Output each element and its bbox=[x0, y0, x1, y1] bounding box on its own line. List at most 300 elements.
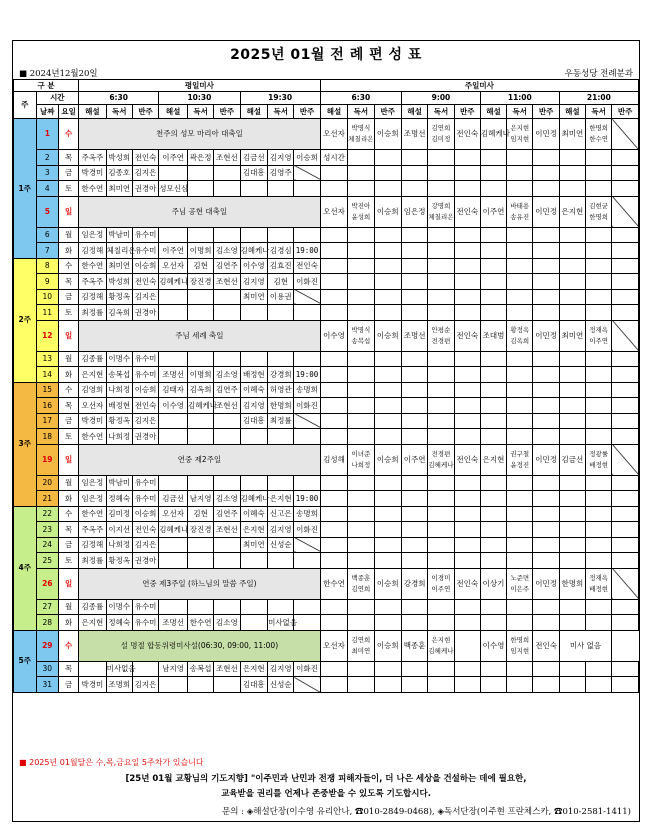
empty-slot bbox=[402, 475, 428, 491]
weekday: 일 bbox=[59, 444, 79, 475]
weekday: 화 bbox=[59, 367, 79, 383]
schedule-row bbox=[14, 506, 639, 522]
empty-slot bbox=[374, 615, 402, 631]
empty-slot bbox=[612, 398, 639, 414]
weekday-role: 송복섭 bbox=[106, 367, 132, 383]
weekday-role: 김지영 bbox=[240, 398, 268, 414]
week-label: 2주 bbox=[14, 258, 37, 382]
weekday-role: 김옥희 bbox=[187, 382, 213, 398]
weekday-role: 김지영 bbox=[268, 522, 294, 538]
weekday-role bbox=[240, 227, 268, 243]
day-number: 4 bbox=[36, 181, 59, 197]
sunday-role: 이민정 bbox=[533, 196, 559, 227]
weekday-role: 강경희 bbox=[268, 367, 294, 383]
day-number: 19 bbox=[36, 444, 59, 475]
empty-slot bbox=[586, 599, 612, 615]
empty-slot bbox=[612, 491, 639, 507]
weekday-role: 송명희 bbox=[294, 382, 320, 398]
empty-slot bbox=[480, 274, 506, 290]
weekday: 목 bbox=[59, 150, 79, 166]
empty-slot bbox=[507, 305, 533, 321]
weekday-role bbox=[187, 305, 213, 321]
header-role: 독서 bbox=[187, 105, 213, 119]
empty-slot bbox=[454, 274, 480, 290]
weekday-role: 임은정 bbox=[79, 227, 107, 243]
weekday-role: 19:00 bbox=[294, 367, 320, 383]
empty-slot bbox=[348, 150, 374, 166]
weekday: 수 bbox=[59, 119, 79, 150]
sunday-role: 이승희 bbox=[374, 320, 402, 351]
empty-slot bbox=[454, 537, 480, 553]
sunday-role-name: 송유진 bbox=[510, 212, 530, 221]
empty-slot bbox=[533, 553, 559, 569]
empty-slot bbox=[428, 677, 454, 693]
sunday-role-name: 송복섭 bbox=[351, 336, 371, 345]
schedule-row bbox=[14, 444, 639, 475]
weekday-role: 박성희 bbox=[106, 274, 132, 290]
empty-slot bbox=[586, 491, 612, 507]
sunday-role: 이승희 bbox=[374, 119, 402, 150]
prayer-line-1: [25년 01월 교황님의 기도지향] "이주민과 난민과 전쟁 피해자들이, 더 나은 세상을 건설하는 데에 필요한, bbox=[125, 774, 527, 784]
header-role: 반주 bbox=[533, 105, 559, 119]
sunday-role-pair bbox=[428, 568, 454, 599]
weekday: 일 bbox=[59, 196, 79, 227]
empty-slot bbox=[612, 382, 639, 398]
header-role: 해설 bbox=[159, 105, 188, 119]
weekday-role bbox=[159, 413, 188, 429]
sunday-role bbox=[454, 630, 480, 661]
sunday-role-name: 박명식 bbox=[351, 124, 371, 132]
weekday-role: 은지현 bbox=[240, 661, 268, 677]
empty-slot bbox=[428, 382, 454, 398]
weekday-role bbox=[294, 227, 320, 243]
weekday-role: 이지선 bbox=[106, 522, 132, 538]
empty-slot bbox=[320, 537, 348, 553]
time-sunday-2: 11:00 bbox=[480, 92, 559, 105]
sunday-role-name: 정재옥 bbox=[589, 573, 609, 582]
empty-slot bbox=[612, 243, 639, 259]
sunday-role: 한명희 bbox=[559, 568, 585, 599]
weekday-role: 김혜케나 bbox=[240, 243, 268, 259]
sunday-role: 김혜케나 bbox=[480, 119, 506, 150]
sunday-role-name: 김혜케나 bbox=[428, 460, 454, 469]
weekday-role: 유수미 bbox=[132, 615, 158, 631]
empty-slot bbox=[402, 181, 428, 197]
empty-slot bbox=[507, 429, 533, 445]
sunday-role-name: 이은주 bbox=[510, 584, 530, 593]
sunday-role: 조대범 bbox=[480, 320, 506, 351]
empty-slot bbox=[454, 181, 480, 197]
empty-slot bbox=[374, 553, 402, 569]
prayer-line-2: 교육받을 권리를 언제나 존중받을 수 있도록 기도합시다. bbox=[221, 789, 431, 799]
sunday-role-name: 나희정 bbox=[351, 460, 371, 469]
empty-slot bbox=[586, 367, 612, 383]
day-number: 27 bbox=[36, 599, 59, 615]
schedule-row bbox=[14, 630, 639, 661]
empty-slot bbox=[428, 553, 454, 569]
sunday-role-name: 바태용 bbox=[510, 201, 530, 210]
empty-slot bbox=[612, 305, 639, 321]
empty-slot bbox=[320, 398, 348, 414]
empty-slot bbox=[402, 661, 428, 677]
weekday-role bbox=[268, 227, 294, 243]
weekday-role: 전인숙 bbox=[132, 522, 158, 538]
weekday-role: 김태자 bbox=[159, 382, 188, 398]
weekday-role: 이화진 bbox=[294, 274, 320, 290]
weekday-role bbox=[159, 227, 188, 243]
feast-name: 주님 공현 대축일 bbox=[79, 196, 321, 227]
empty-slot bbox=[348, 227, 374, 243]
weekday-role: 이명수 bbox=[106, 599, 132, 615]
empty-slot bbox=[374, 367, 402, 383]
weekday-role bbox=[159, 537, 188, 553]
weekday-role: 이명희 bbox=[187, 243, 213, 259]
weekday-role bbox=[294, 677, 320, 693]
weekday-role: 은지현 bbox=[79, 615, 107, 631]
empty-slot bbox=[348, 599, 374, 615]
weekday-role: 은지현 bbox=[79, 367, 107, 383]
weekday-role: 이화진 bbox=[294, 398, 320, 414]
empty-slot bbox=[533, 537, 559, 553]
sunday-role-name: 김연희 bbox=[351, 584, 371, 593]
empty-slot bbox=[612, 227, 639, 243]
weekday-role: 이혜숙 bbox=[240, 506, 268, 522]
weekday-role: 김혜케나 bbox=[159, 522, 188, 538]
weekday-role: 김현 bbox=[187, 506, 213, 522]
weekday-role: 한수연 bbox=[79, 181, 107, 197]
weekday: 목 bbox=[59, 661, 79, 677]
sunday-role-name: 윤성희 bbox=[351, 212, 371, 221]
weekday-role: 김소영 bbox=[214, 243, 240, 259]
weekday-role: 이주연 bbox=[159, 243, 188, 259]
empty-slot bbox=[374, 227, 402, 243]
empty-slot bbox=[612, 522, 639, 538]
empty-slot bbox=[533, 615, 559, 631]
empty-slot bbox=[507, 351, 533, 367]
empty-slot bbox=[559, 429, 585, 445]
weekday-role: 이주연 bbox=[159, 150, 188, 166]
header-role: 반주 bbox=[612, 105, 639, 119]
weekday-role: 김연주 bbox=[214, 382, 240, 398]
empty-slot bbox=[374, 382, 402, 398]
sunday-role-name: 정재옥 bbox=[589, 325, 609, 334]
weekday-role: 신성순 bbox=[268, 537, 294, 553]
weekday-role: 이수영 bbox=[240, 258, 268, 274]
weekday-role: 유수미 bbox=[132, 367, 158, 383]
empty-slot bbox=[507, 413, 533, 429]
empty-slot bbox=[320, 382, 348, 398]
sunday-role: 조명선 bbox=[402, 119, 428, 150]
weekday: 금 bbox=[59, 165, 79, 181]
empty-slot bbox=[348, 305, 374, 321]
empty-slot bbox=[348, 382, 374, 398]
time-weekday-2: 19:30 bbox=[240, 92, 320, 105]
empty-slot bbox=[507, 491, 533, 507]
weekday-role: 나희정 bbox=[106, 537, 132, 553]
weekday: 토 bbox=[59, 181, 79, 197]
empty-slot bbox=[428, 367, 454, 383]
empty-slot bbox=[454, 677, 480, 693]
weekday-role bbox=[187, 553, 213, 569]
empty-slot bbox=[612, 181, 639, 197]
week-label: 4주 bbox=[14, 506, 37, 630]
empty-slot bbox=[586, 227, 612, 243]
empty-slot bbox=[402, 351, 428, 367]
empty-slot bbox=[480, 677, 506, 693]
sunday-role-pair bbox=[348, 196, 374, 227]
sunday-role-name: 배정현 bbox=[589, 460, 609, 469]
weekday-role: 김대흥 bbox=[240, 413, 268, 429]
sunday-role: 성시간 bbox=[320, 150, 348, 166]
empty-slot bbox=[533, 274, 559, 290]
day-number: 3 bbox=[36, 165, 59, 181]
weekday-role bbox=[214, 351, 240, 367]
empty-slot bbox=[559, 413, 585, 429]
weekday-role bbox=[294, 413, 320, 429]
empty-slot bbox=[480, 181, 506, 197]
weekday-role: 유수미 bbox=[132, 243, 158, 259]
sunday-role-name: 은지현 bbox=[431, 635, 451, 644]
weekday-role: 주옥주 bbox=[79, 274, 107, 290]
empty-slot bbox=[480, 382, 506, 398]
empty-slot bbox=[480, 506, 506, 522]
sunday-role-name: 김연희 bbox=[351, 635, 371, 644]
empty-slot bbox=[480, 553, 506, 569]
weekday-role: 최미연 bbox=[240, 537, 268, 553]
weekday: 일 bbox=[59, 568, 79, 599]
sunday-role: 전인숙 bbox=[454, 119, 480, 150]
schedule-row bbox=[14, 274, 639, 290]
weekday-role: 김연주 bbox=[214, 258, 240, 274]
weekday-role: 김혜케나 bbox=[159, 274, 188, 290]
weekday-role: 김정해 bbox=[79, 289, 107, 305]
weekday: 금 bbox=[59, 537, 79, 553]
weekday-role: 권경아 bbox=[132, 429, 158, 445]
week-label: 5주 bbox=[14, 630, 37, 692]
weekday-role: 최미연 bbox=[106, 181, 132, 197]
header-sunday: 주일미사 bbox=[320, 80, 638, 92]
empty-slot bbox=[480, 367, 506, 383]
empty-slot bbox=[348, 506, 374, 522]
empty-slot bbox=[402, 367, 428, 383]
weekday-role bbox=[214, 537, 240, 553]
empty-slot bbox=[454, 413, 480, 429]
weekday-role: 황정옥 bbox=[106, 553, 132, 569]
empty-slot bbox=[533, 181, 559, 197]
empty-slot bbox=[586, 661, 612, 677]
empty-slot bbox=[428, 181, 454, 197]
empty-slot bbox=[559, 599, 585, 615]
empty-slot bbox=[612, 677, 639, 693]
day-number: 28 bbox=[36, 615, 59, 631]
empty-slot bbox=[612, 320, 639, 351]
weekday-role: 곽은정 bbox=[187, 150, 213, 166]
empty-slot bbox=[454, 382, 480, 398]
weekday-role bbox=[294, 553, 320, 569]
empty-slot bbox=[320, 305, 348, 321]
sunday-role: 오선자 bbox=[320, 196, 348, 227]
weekday-role bbox=[268, 599, 294, 615]
day-number: 11 bbox=[36, 305, 59, 321]
weekday: 월 bbox=[59, 599, 79, 615]
empty-slot bbox=[507, 289, 533, 305]
header-role: 해설 bbox=[79, 105, 107, 119]
schedule-row bbox=[14, 537, 639, 553]
weekday-role bbox=[214, 475, 240, 491]
empty-slot bbox=[402, 506, 428, 522]
weekday-role: 조현선 bbox=[214, 398, 240, 414]
empty-slot bbox=[480, 227, 506, 243]
weekday-role: 김경심 bbox=[268, 243, 294, 259]
schedule-row bbox=[14, 119, 639, 150]
empty-slot bbox=[374, 491, 402, 507]
weekday-role: 최정률 bbox=[268, 413, 294, 429]
sunday-role-name: 임지현 bbox=[510, 646, 530, 655]
weekday-role: 19:00 bbox=[294, 491, 320, 507]
weekday-role bbox=[214, 289, 240, 305]
weekday-role bbox=[187, 677, 213, 693]
day-number: 23 bbox=[36, 522, 59, 538]
empty-slot bbox=[612, 274, 639, 290]
sunday-role-name: 이주연 bbox=[589, 336, 609, 345]
empty-slot bbox=[402, 243, 428, 259]
empty-slot bbox=[454, 258, 480, 274]
weekday-role: 이승희 bbox=[132, 258, 158, 274]
day-number: 21 bbox=[36, 491, 59, 507]
empty-slot bbox=[533, 522, 559, 538]
empty-slot bbox=[320, 553, 348, 569]
weekday-role: 오선자 bbox=[79, 398, 107, 414]
weekday: 토 bbox=[59, 553, 79, 569]
empty-slot bbox=[533, 429, 559, 445]
empty-slot bbox=[586, 553, 612, 569]
weekday-role bbox=[214, 305, 240, 321]
sunday-role: 전인숙 bbox=[454, 196, 480, 227]
header-role: 반주 bbox=[214, 105, 240, 119]
empty-slot bbox=[559, 677, 585, 693]
weekday-role bbox=[214, 429, 240, 445]
weekday-role: 임은정 bbox=[79, 475, 107, 491]
day-number: 10 bbox=[36, 289, 59, 305]
weekday-role: 주옥주 bbox=[79, 150, 107, 166]
empty-slot bbox=[374, 305, 402, 321]
schedule-row bbox=[14, 367, 639, 383]
weekday-role bbox=[187, 475, 213, 491]
feast-name: 연중 제2주일 bbox=[79, 444, 321, 475]
sunday-role-name: 윤정진 bbox=[510, 460, 530, 469]
empty-slot bbox=[402, 227, 428, 243]
sunday-role-name: 김혜케나 bbox=[428, 646, 454, 655]
weekday-role: 나희정 bbox=[106, 382, 132, 398]
empty-slot bbox=[612, 258, 639, 274]
weekday-role: 김혜케나 bbox=[240, 491, 268, 507]
empty-slot bbox=[348, 615, 374, 631]
empty-slot bbox=[586, 615, 612, 631]
empty-slot bbox=[480, 150, 506, 166]
empty-slot bbox=[348, 351, 374, 367]
weekday: 수 bbox=[59, 382, 79, 398]
empty-slot bbox=[428, 243, 454, 259]
empty-slot bbox=[320, 165, 348, 181]
empty-slot bbox=[320, 506, 348, 522]
empty-slot bbox=[374, 677, 402, 693]
weekday-role: 김혜케나 bbox=[187, 398, 213, 414]
sunday-role: 이수영 bbox=[320, 320, 348, 351]
weekday-role: 이혜숙 bbox=[240, 382, 268, 398]
empty-slot bbox=[320, 351, 348, 367]
empty-slot bbox=[559, 274, 585, 290]
empty-slot bbox=[612, 444, 639, 475]
sunday-role: 한수연 bbox=[320, 568, 348, 599]
weekday-role: 김효진 bbox=[268, 258, 294, 274]
empty-slot bbox=[348, 522, 374, 538]
empty-slot bbox=[454, 398, 480, 414]
weekday-role: 이승희 bbox=[132, 382, 158, 398]
empty-slot bbox=[374, 398, 402, 414]
header-role: 독서 bbox=[106, 105, 132, 119]
empty-slot bbox=[533, 305, 559, 321]
empty-slot bbox=[533, 165, 559, 181]
weekday-role bbox=[159, 553, 188, 569]
time-sunday-0: 6:30 bbox=[320, 92, 401, 105]
empty-slot bbox=[586, 413, 612, 429]
schedule-row bbox=[14, 382, 639, 398]
weekday-role: 체칠리은 bbox=[106, 243, 132, 259]
weekday-role bbox=[214, 553, 240, 569]
empty-slot bbox=[348, 553, 374, 569]
weekday-role bbox=[240, 615, 268, 631]
empty-slot bbox=[612, 661, 639, 677]
weekday-role: 박성희 bbox=[106, 150, 132, 166]
schedule-row bbox=[14, 491, 639, 507]
empty-slot bbox=[586, 258, 612, 274]
day-number: 20 bbox=[36, 475, 59, 491]
weekday-role: 권경아 bbox=[132, 305, 158, 321]
day-number: 7 bbox=[36, 243, 59, 259]
sunday-role: 이수영 bbox=[480, 630, 506, 661]
schedule-row bbox=[14, 181, 639, 197]
weekday-role bbox=[187, 537, 213, 553]
sunday-role: 오선자 bbox=[320, 630, 348, 661]
empty-slot bbox=[533, 491, 559, 507]
weekday-role: 김대흥 bbox=[240, 165, 268, 181]
sunday-role-name: 김옥희 bbox=[510, 336, 530, 345]
empty-slot bbox=[320, 429, 348, 445]
day-number: 16 bbox=[36, 398, 59, 414]
schedule-row bbox=[14, 398, 639, 414]
weekday-role bbox=[240, 351, 268, 367]
empty-slot bbox=[533, 475, 559, 491]
weekday-role bbox=[294, 615, 320, 631]
header-role: 반주 bbox=[454, 105, 480, 119]
schedule-row bbox=[14, 661, 639, 677]
weekday-role: 황정옥 bbox=[106, 289, 132, 305]
empty-slot bbox=[586, 351, 612, 367]
weekday-role: 정혜숙 bbox=[106, 615, 132, 631]
weekday: 토 bbox=[59, 429, 79, 445]
empty-slot bbox=[612, 615, 639, 631]
weekday-role bbox=[187, 289, 213, 305]
weekday-role: 조명선 bbox=[159, 367, 188, 383]
header-ju: 주 bbox=[14, 92, 37, 119]
weekday-role: 최정률 bbox=[79, 553, 107, 569]
empty-slot bbox=[533, 677, 559, 693]
schedule-row bbox=[14, 227, 639, 243]
weekday: 월 bbox=[59, 475, 79, 491]
empty-slot bbox=[559, 506, 585, 522]
feast-name: 연중 제3주일 (하느님의 말씀 주일) bbox=[79, 568, 321, 599]
empty-slot bbox=[507, 615, 533, 631]
